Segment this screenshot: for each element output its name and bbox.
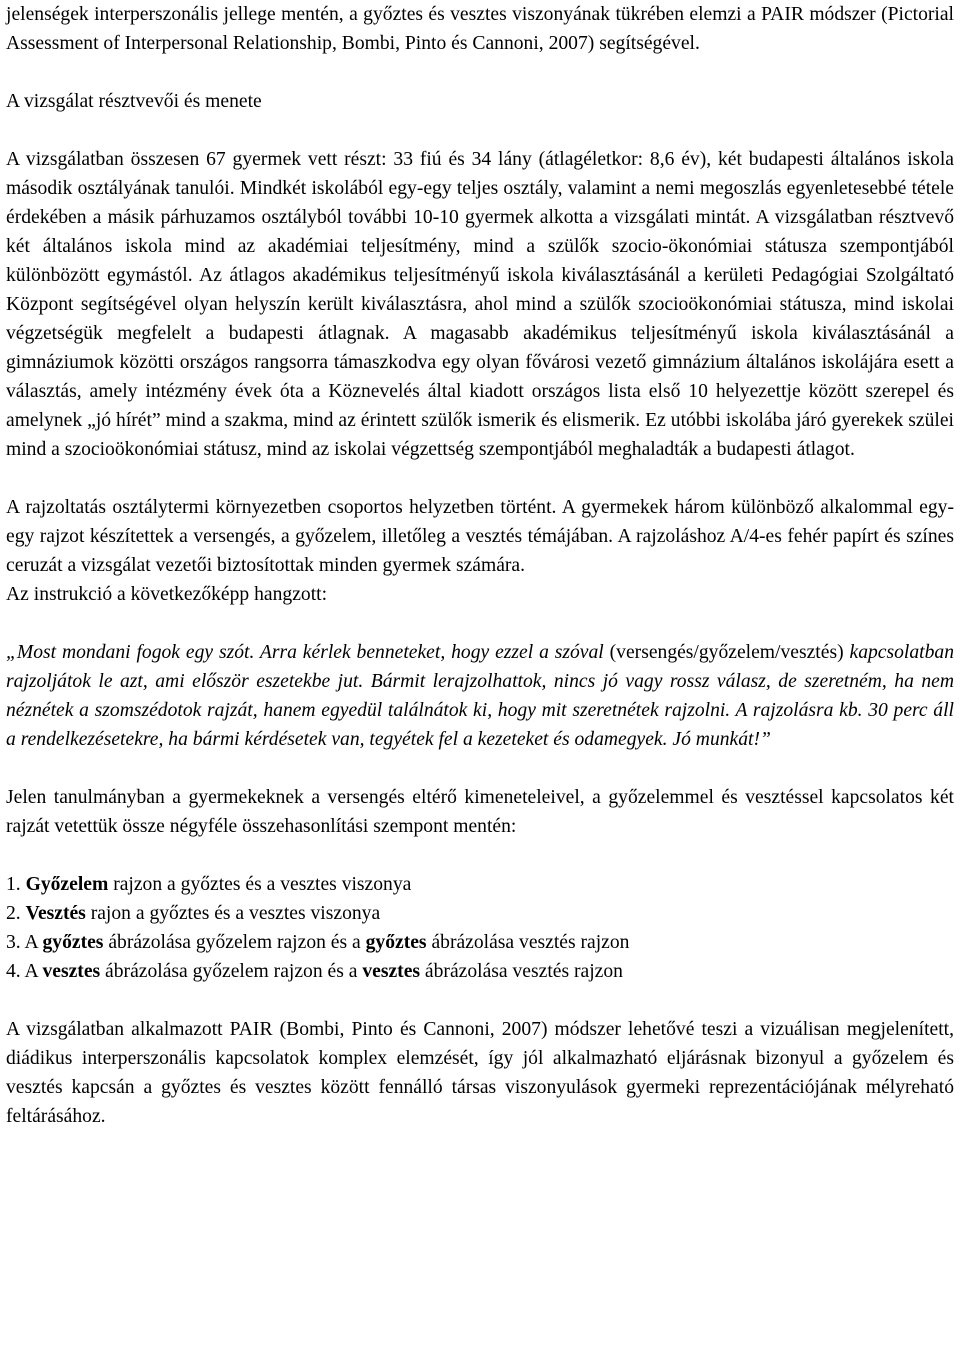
instruction-intro: Az instrukció a következőképp hangzott:	[6, 584, 328, 605]
intro-paragraph: jelenségek interperszonális jellege mentén, a győztes és vesztes viszonyának tükrében elemzi a PAIR módszer (Pictorial Assessment of Interpersonal Relationship, Bombi, Pinto és Cannoni, 2007) segítségével.	[6, 4, 954, 54]
quote-part2: kapcsolatban rajzoljátok le azt, ami először eszetekbe jut. Bármit lerajzolhattok, nincs jó vagy rossz válasz, de szeretném, ha nem néznétek a szomszédotok rajzát, hanem egyedül találnátok ki, hogy mit szeretnétek rajzolni. A rajzolásra kb. 30 perc áll a rendelkezésetekre, ha bármi kérdésetek van, tegyétek fel a kezeteket és odamegyek. Jó munkát!”	[6, 642, 954, 750]
spacer	[6, 116, 954, 145]
section-heading: A vizsgálat résztvevői és menete	[6, 91, 262, 112]
spacer	[6, 609, 954, 638]
spacer	[6, 58, 954, 87]
list-item: 1. Győzelem rajzon a győztes és a vesztes viszonya	[6, 874, 412, 895]
list-item: 3. A győztes ábrázolása győzelem rajzon és a győztes ábrázolása vesztés rajzon	[6, 932, 630, 953]
drawing-paragraph: A rajzoltatás osztálytermi környezetben csoportos helyzetben történt. A gyermekek három különböző alkalommal egy-egy rajzot készítettek a versengés, a győzelem, illetőleg a vesztés témájában. A rajzoláshoz A/4-es fehér papírt és színes ceruzát a vizsgálat vezetői biztosítottak minden gyermek számára.	[6, 497, 954, 576]
comparison-list	[6, 870, 954, 986]
list-item: 2. Vesztés rajon a győztes és a vesztes viszonya	[6, 903, 381, 924]
quote-part1: „Most mondani fogok egy szót. Arra kérlek benneteket, hogy ezzel a szóval	[6, 642, 604, 663]
spacer	[6, 464, 954, 493]
instruction-quote	[6, 638, 954, 754]
participants-paragraph: A vizsgálatban összesen 67 gyermek vett részt: 33 fiú és 34 lány (átlagéletkor: 8,6 év), két budapesti általános iskola második osztályának tanulói. Mindkét iskolából egy-egy teljes osztály, valamint a nemi megoszlás egyenletesebbé tétele érdekében a másik párhuzamos osztályból további 10-10 gyermek alkotta a vizsgálati mintát. A vizsgálatban résztvevő két általános iskola mind az akadémiai teljesítmény, mind a szülők szocio-ökonómiai státusza szempontjából különbözött egymástól. Az átlagos akadémikus teljesítményű iskola kiválasztásánál a kerületi Pedagógiai Szolgáltató Központ segítségével olyan helyszín került kiválasztásra, ahol mind a szülők szocioökonómiai státusza, mind iskolai végzetségük megfelelt a budapesti átlagnak. A magasabb akadémikus teljesítményű iskola kiválasztásánál a gimnáziumok közötti országos rangsorra támaszkodva egy olyan fővárosi vezető gimnázium általános iskolájára esett a választás, amely intézmény évek óta a Köznevelés által kiadott országos lista első 10 helyezettje között szerepel és amelynek „jó hírét” mind a szakma, mind az érintett szülők ismerik és elismerik. Ez utóbbi iskolába járó gyerekek szülei mind a szocioökonómiai státusz, mind az iskolai végzettség szempontjából meghaladták a budapesti átlagot.	[6, 149, 954, 460]
spacer	[6, 754, 954, 783]
closing-paragraph: A vizsgálatban alkalmazott PAIR (Bombi, Pinto és Cannoni, 2007) módszer lehetővé teszi a vizuálisan megjelenített, diádikus interperszonális kapcsolatok komplex elemzését, így jól alkalmazható eljárásnak bizonyul a győzelem és vesztés kapcsán a győztes és vesztes között fennálló társas viszonyulások gyermeki reprezentációjának mélyreható feltárásához.	[6, 1019, 954, 1127]
document-page	[6, 0, 954, 1131]
spacer	[6, 986, 954, 1015]
list-item: 4. A vesztes ábrázolása győzelem rajzon és a vesztes ábrázolása vesztés rajzon	[6, 961, 623, 982]
quote-plain: (versengés/győzelem/vesztés)	[609, 642, 844, 663]
study-intro-paragraph: Jelen tanulmányban a gyermekeknek a versengés eltérő kimeneteleivel, a győzelemmel és vesztéssel kapcsolatos két rajzát vetettük össze négyféle összehasonlítási szempont mentén:	[6, 787, 954, 837]
spacer	[6, 841, 954, 870]
